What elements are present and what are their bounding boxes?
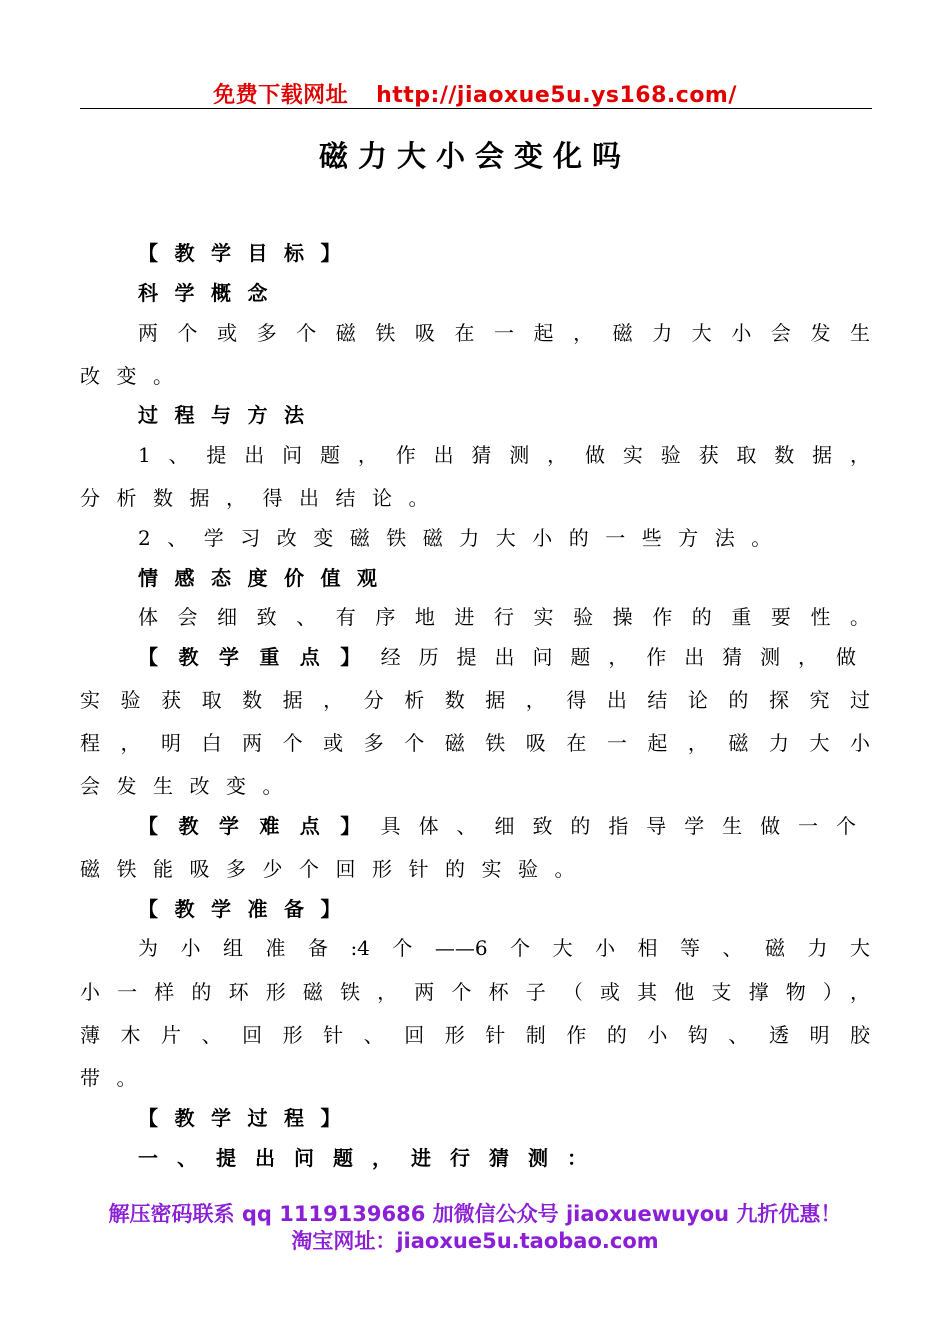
paragraph-line: 磁铁能吸多少个回形针的实验。 (80, 857, 591, 881)
paragraph-line: 具体、细致的指导学生做一个 (380, 814, 871, 838)
step-heading: 一、提出问题，进行猜测： (138, 1146, 606, 1170)
header-label: 免费下载网址 (213, 83, 349, 108)
footer-shop-link[interactable]: 淘宝网址：jiaoxue5u.taobao.com (291, 1229, 659, 1253)
paragraph-line: 小一样的环形磁铁，两个杯子（或其他支撑物）， (80, 980, 870, 1004)
section-difficulty: 【教学难点】 (138, 814, 381, 838)
paragraph-line: 实验获取数据，分析数据，得出结论的探究过 (80, 688, 870, 712)
heading-process: 过程与方法 (138, 403, 321, 427)
paragraph-line: 经历提出问题，作出猜测，做 (380, 645, 871, 669)
difficulty-line (138, 814, 870, 838)
paragraph-line: 带。 (80, 1066, 153, 1090)
paragraph-line: 程，明白两个或多个磁铁吸在一起，磁力大小 (80, 731, 870, 755)
section-goals: 【教学目标】 (138, 241, 357, 265)
heading-emotion: 情感态度价值观 (138, 566, 394, 590)
paragraph-line: 分析数据，得出结论。 (80, 486, 445, 510)
page-title: 磁力大小会变化吗 (318, 139, 631, 173)
header-divider (80, 108, 872, 109)
section-key-points: 【教学重点】 (138, 645, 381, 669)
section-procedure: 【教学过程】 (138, 1106, 357, 1130)
heading-concept: 科学概念 (138, 281, 284, 305)
paragraph-line: 会发生改变。 (80, 774, 299, 798)
paragraph-line: 1、提出问题，作出猜测，做实验获取数据， (138, 443, 870, 467)
paragraph-line: 改变。 (80, 364, 190, 388)
paragraph-line: 薄木片、回形针、回形针制作的小钩、透明胶 (80, 1023, 870, 1047)
key-points-line (138, 645, 870, 669)
download-header (0, 78, 950, 109)
footer-contact: 解压密码联系 qq 1119139686 加微信公众号 jiaoxuewuyou 九折优惠！ (108, 1202, 842, 1226)
header-url-link[interactable]: http://jiaoxue5u.ys168.com/ (376, 83, 737, 108)
paragraph-line: 两个或多个磁铁吸在一起，磁力大小会发生 (138, 321, 870, 345)
section-preparation: 【教学准备】 (138, 897, 357, 921)
paragraph-line: 2、学习改变磁铁磁力大小的一些方法。 (138, 526, 788, 550)
paragraph-line: 为小组准备:4个——6个大小相等、磁力大 (138, 936, 870, 960)
paragraph-line: 体会细致、有序地进行实验操作的重要性。 (138, 605, 870, 629)
